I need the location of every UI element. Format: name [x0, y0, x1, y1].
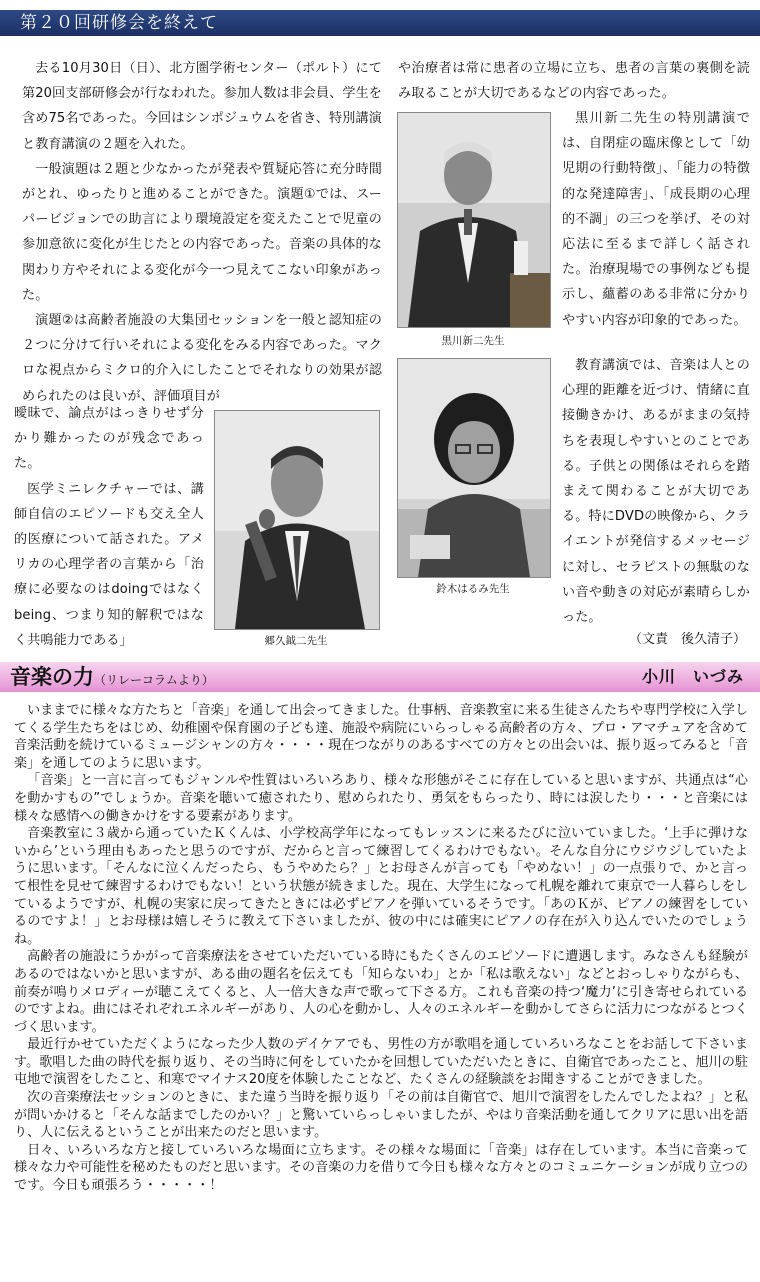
article-paragraph: 医学ミニレクチャーでは、講師自信のエピソードも交え全人的医療について話された。アメリカの心理学者の言葉から「治療に必要なのはdoingではなくbeing、つまり知的解釈ではなく共鳴能力である」 [14, 481, 204, 648]
photo-caption: 鈴木はるみ先生 [436, 583, 510, 595]
article-left-column [22, 56, 382, 409]
section2-title [10, 663, 214, 694]
article-left-narrow-column [14, 401, 204, 653]
column-paragraph: 次の音楽療法セッションのときに、また違う当時を振り返り「その前は自衛官で、旭川で演習をしたんでしたよね？」と私が問いかけると「そんな話までしたのかい？」と驚いていらっしゃいましたが、やはり音楽活動を通してクリアに思い出を語り、人に伝えるということが出来たのだと思います。 [14, 1090, 748, 1141]
column-paragraph: 高齢者の施設にうかがって音楽療法をさせていただいている時にもたくさんのエピソードに遭遇します。みなさんも経験があるのではないかと思いますが、ある曲の題名を伝えても「知らないわ」とか「私は歌えない」などとおっしゃりながらも、前奏が鳴りメロディーが聴こえてくると、人一倍大きな声で歌って下さる方。これも音楽の持つ‘魔力’に引き寄せられているのですよね。曲にはそれぞれエネルギーがあり、人の心を動かし、人々のエネルギーを動かしてさらに活力につながるとつくづく思います。 [14, 949, 748, 1035]
article-paragraph: 黒川新二先生の特別講演では、自閉症の臨床像として「幼児期の行動特徴」、「能力の特徴的な発達障害」、「成長期の心理的不調」の三つを挙げ、その対応法に至るまで詳しく話された。治療現場での事例なども提示し、蘊蓄のある非常に分かりやすい内容が印象的であった。 [562, 111, 750, 328]
article-signature: （文責 後久清子） [628, 632, 746, 647]
photo-caption: 郷久鉞二先生 [264, 635, 328, 647]
article-right-narrow-column-2 [562, 353, 750, 630]
speaker-photo-suzuki [397, 358, 551, 578]
section1-title: 第２０回研修会を終えて [20, 13, 218, 33]
article-paragraph: や治療者は常に患者の立場に立ち、患者の言葉の裏側を読み取ることが大切であるなどの内容であった。 [398, 61, 750, 102]
column-paragraph: 「音楽」と一言に言ってもジャンルや性質はいろいろあり、様々な形態がそこに存在していると思いますが、共通点は“心を動かすもの”でしょうか。音楽を聴いて癒されたり、慰められたり、勇気をもらったり、時には涙したり・・・と音楽には様々な感情への働きかけをする要素があります。 [14, 773, 748, 824]
speaker-photo-kurokawa [397, 112, 551, 328]
column-title: 音楽の力 [10, 665, 94, 689]
article-right-narrow-column [562, 106, 750, 333]
article-paragraph: 教育講演では、音楽は人との心理的距離を近づけ、情緒に直接働きかけ、あるがままの気持ちを表現しやすいとのことである。子供との関係はそれらを踏まえて関わることが大切である。特にDVDの映像から、クライエントが発信するメッセージに対し、セラピストの無駄のない音や動きの対応が素晴らしかった。 [562, 358, 750, 626]
column-paragraph: 音楽教室に３歳から通っていたＫくんは、小学校高学年になってもレッスンに来るたびに泣いていました。‘上手に弾けないから’という理由もあったと思うのですが、だからと言って練習してくるわけでもない。そんな自分にウジウジしていたように思います。「そんなに泣くんだったら、もうやめたら？」とお母さんが言っても「やめない！」の一点張りで、かと言って根性を見せて練習するわけでもない！という状態が続きました。現在、大学生になって札幌を離れて東京で一人暮らしをしているようですが、札幌の実家に戻ってきたときには必ずピアノを弾いているそうです。「あのＫが、ピアノの練習をしているのですよ！」とお母様は嬉しそうに教えて下さいましたが、彼の中には確実にピアノの存在が入り込んでいたのでしょうね。 [14, 826, 748, 947]
section2-header [0, 662, 760, 692]
article-paragraph: 一般演題は２題と少なかったが発表や質疑応答に充分時間がとれ、ゆったりと進めることができた。演題①では、スーパービジョンでの助言により環境設定を変えたことで児童の参加意欲に変化が生じたとの内容であった。音楽の具体的な関わり方やそれによる変化が今一つ見えてこない印象があった。 [22, 161, 382, 303]
column-paragraph: 最近行かせていただくようになった少人数のデイケアでも、男性の方が歌唱を通していろいろなことをお話して下さいます。歌唱した曲の時代を振り返り、その当時に何をしていたかを回想していただいたときに、自衛官であったこと、旭川の駐屯地で演習をしたこと、和寒でマイナス20度を体験したことなど、たくさんの経験談をお聞きすることができました。 [14, 1037, 748, 1088]
article-right-column-top [398, 56, 750, 106]
speaker-photo-goku [214, 410, 380, 630]
column-paragraph: いままでに様々な方たちと「音楽」を通して出会ってきました。仕事柄、音楽教室に来る生徒さんたちや専門学校に入学してくる学生たちをはじめ、幼稚園や保育園の子ども達、施設や病院にいらっしゃる高齢者の方々、プロ・アマチュアを含めて音楽活動を続けているミュージシャンの方々・・・・現在つながりのあるすべての方々との出会いは、振り返ってみると「音楽」を通してのように思います。 [14, 703, 748, 771]
article-paragraph: 演題②は高齢者施設の大集団セッションを一般と認知症の２つに分けて行いそれによる変化をみる内容であった。マクロな視点からミクロ的介入にしたことでそれなりの効果が認められたのは良いが、評価項目が [22, 313, 382, 404]
column-body [14, 702, 748, 1195]
article-paragraph: 曖昧で、論点がはっきりせず分かり難かったのが残念であった。 [14, 406, 204, 472]
article-paragraph: 去る10月30日（日）、北方圏学術センター（ポルト）にて第20回支部研修会が行なわれた。参加人数は非会員、学生を含め75名であった。今回はシンポジュウムを省き、特別講演と教育講演の２題を入れた。 [22, 61, 382, 152]
column-subtitle: （リレーコラムより） [94, 673, 214, 687]
photo-caption: 黒川新二先生 [441, 335, 505, 347]
column-author: 小川 いづみ [641, 667, 744, 686]
column-paragraph: 日々、いろいろな方と接していろいろな場面に立ちます。その様々な場面に「音楽」は存在しています。本当に音楽って様々な力や可能性を秘めたものだと思います。その音楽の力を借りて今日も様々な方々とのコミュニケーションが成り立つのです。今日も頑張ろう・・・・・！ [14, 1142, 748, 1194]
section1-header [0, 10, 760, 36]
